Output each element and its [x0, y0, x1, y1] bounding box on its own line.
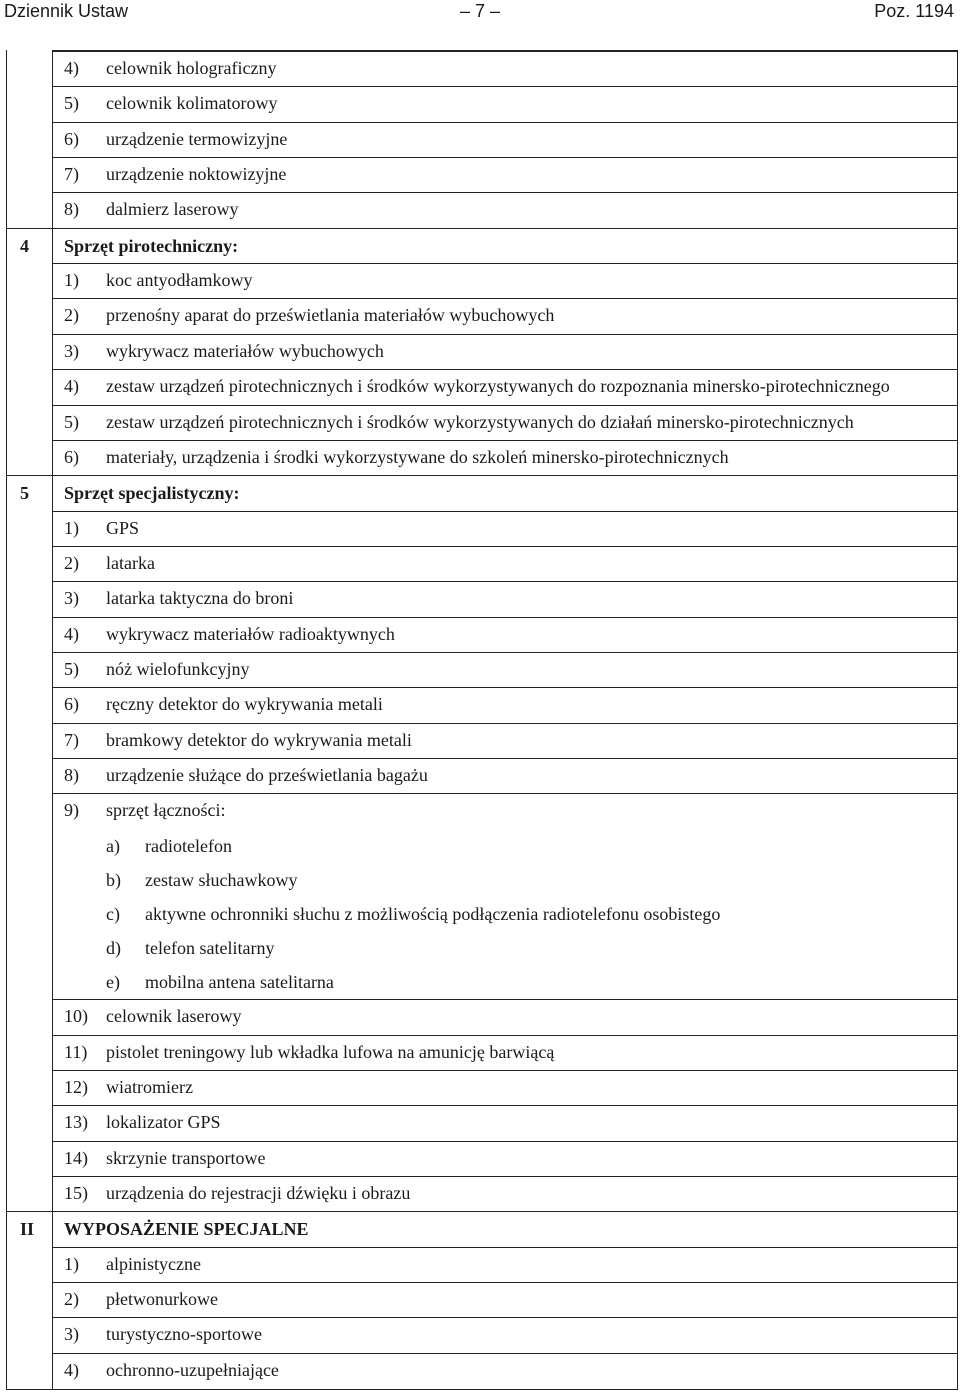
item-number: 1) — [64, 1254, 79, 1274]
table-row — [6, 440, 958, 475]
item-number: 3) — [64, 1324, 79, 1344]
table-row — [6, 1247, 958, 1282]
item-number: 15) — [64, 1183, 88, 1203]
sub-item-text: mobilna antena satelitarna — [145, 972, 334, 992]
table-row — [6, 1176, 958, 1211]
item-number: 14) — [64, 1148, 88, 1168]
item-number: 4) — [64, 624, 79, 644]
item-text: dalmierz laserowy — [106, 199, 239, 219]
item-text: lokalizator GPS — [106, 1112, 221, 1132]
table-row — [6, 192, 958, 227]
sub-item-letter: b) — [106, 870, 121, 890]
table-row — [6, 86, 958, 121]
page-number: – 7 – — [460, 1, 501, 21]
item-number: 2) — [64, 1289, 79, 1309]
item-number: 12) — [64, 1077, 88, 1097]
item-text: materiały, urządzenia i środki wykorzystywane do szkoleń minersko-pirotechnicznych — [106, 447, 729, 467]
item-text: wykrywacz materiałów radioaktywnych — [106, 624, 395, 644]
table-row — [6, 1317, 958, 1352]
item-text: pistolet treningowy lub wkładka lufowa na amunicję barwiącą — [106, 1042, 555, 1062]
item-text: ochronno-uzupełniające — [106, 1360, 279, 1380]
item-text: latarka — [106, 553, 155, 573]
item-text: celownik kolimatorowy — [106, 93, 278, 113]
table-row — [6, 1353, 958, 1388]
item-text: skrzynie transportowe — [106, 1148, 266, 1168]
item-number: 6) — [64, 447, 79, 467]
table-row — [6, 723, 958, 758]
position-number: Poz. 1194 — [874, 1, 954, 21]
table-row — [6, 581, 958, 616]
item-number: 2) — [64, 305, 79, 325]
item-number: 2) — [64, 553, 79, 573]
section-heading: WYPOSAŻENIE SPECJALNE — [64, 1219, 309, 1239]
table-row — [6, 617, 958, 652]
table-row — [6, 793, 958, 828]
section-row — [6, 228, 958, 263]
item-text: przenośny aparat do prześwietlania materiałów wybuchowych — [106, 305, 555, 325]
section-heading: Sprzęt pirotechniczny: — [64, 236, 239, 256]
item-number: 3) — [64, 588, 79, 608]
item-text: wykrywacz materiałów wybuchowych — [106, 341, 384, 361]
sub-item-text: radiotelefon — [145, 836, 232, 856]
item-number: 7) — [64, 730, 79, 750]
item-number: 4) — [64, 1360, 79, 1380]
item-text: GPS — [106, 518, 140, 538]
item-number: 10) — [64, 1006, 88, 1026]
item-number: 5) — [64, 93, 79, 113]
table-row — [6, 758, 958, 793]
table-row — [6, 157, 958, 192]
item-number: 5) — [64, 659, 79, 679]
section-marker: 4 — [20, 236, 29, 256]
table-row — [6, 122, 958, 157]
table-row — [6, 334, 958, 369]
table-row — [6, 1105, 958, 1140]
item-text: celownik holograficzny — [106, 58, 277, 78]
table-row — [6, 1141, 958, 1176]
item-text: urządzenie noktowizyjne — [106, 164, 287, 184]
item-number: 4) — [64, 376, 79, 396]
item-number: 4) — [64, 58, 79, 78]
sub-item-row — [6, 897, 958, 931]
item-number: 8) — [64, 765, 79, 785]
sub-item-text: telefon satelitarny — [145, 938, 275, 958]
item-number: 9) — [64, 800, 79, 820]
section-marker: 5 — [20, 483, 29, 503]
table-row — [6, 687, 958, 722]
page-header — [0, 0, 960, 24]
item-text: koc antyodłamkowy — [106, 270, 253, 290]
item-number: 11) — [64, 1042, 88, 1062]
table-row — [6, 298, 958, 333]
sub-item-text: aktywne ochronniki słuchu z możliwością podłączenia radiotelefonu osobistego — [145, 904, 721, 924]
section-row — [6, 1211, 958, 1246]
sub-item-letter: e) — [106, 972, 120, 992]
item-text: bramkowy detektor do wykrywania metali — [106, 730, 412, 750]
item-number: 5) — [64, 412, 79, 432]
item-text: urządzenie termowizyjne — [106, 129, 288, 149]
item-text: turystyczno-sportowe — [106, 1324, 262, 1344]
table-row — [6, 511, 958, 546]
sub-item-letter: d) — [106, 938, 121, 958]
table-row — [6, 999, 958, 1034]
section-marker: II — [20, 1219, 35, 1239]
sub-item-letter: c) — [106, 904, 120, 924]
table-row — [6, 652, 958, 687]
sub-item-row — [6, 863, 958, 897]
item-text: ręczny detektor do wykrywania metali — [106, 694, 383, 714]
table-row — [6, 546, 958, 581]
item-text: latarka taktyczna do broni — [106, 588, 294, 608]
table-row — [6, 1282, 958, 1317]
table-row — [6, 263, 958, 298]
item-number: 6) — [64, 129, 79, 149]
item-number: 13) — [64, 1112, 88, 1132]
sub-item-text: zestaw słuchawkowy — [145, 870, 298, 890]
item-text: zestaw urządzeń pirotechnicznych i środków wykorzystywanych do działań minersko-pirotechnicznych — [106, 412, 854, 432]
item-text: urządzenie służące do prześwietlania bagażu — [106, 765, 428, 785]
item-number: 1) — [64, 270, 79, 290]
item-number: 3) — [64, 341, 79, 361]
table-row — [6, 405, 958, 440]
sub-item-row — [6, 965, 958, 999]
item-number: 1) — [64, 518, 79, 538]
item-number: 7) — [64, 164, 79, 184]
item-text: zestaw urządzeń pirotechnicznych i środków wykorzystywanych do rozpoznania minersko-pirotechnicznego — [106, 376, 890, 396]
table-row — [6, 51, 958, 86]
section-heading: Sprzęt specjalistyczny: — [64, 483, 240, 503]
item-text: sprzęt łączności: — [106, 800, 226, 820]
table-row — [6, 1035, 958, 1070]
sub-item-letter: a) — [106, 836, 120, 856]
item-text: nóż wielofunkcyjny — [106, 659, 250, 679]
item-text: płetwonurkowe — [106, 1289, 218, 1309]
item-text: alpinistyczne — [106, 1254, 201, 1274]
item-text: celownik laserowy — [106, 1006, 242, 1026]
sub-item-row — [6, 931, 958, 965]
sub-item-row — [6, 829, 958, 863]
journal-title: Dziennik Ustaw — [4, 1, 129, 21]
table-row — [6, 1070, 958, 1105]
item-number: 6) — [64, 694, 79, 714]
item-text: urządzenia do rejestracji dźwięku i obrazu — [106, 1183, 411, 1203]
item-number: 8) — [64, 199, 79, 219]
section-row — [6, 475, 958, 510]
table-row — [6, 369, 958, 404]
item-text: wiatromierz — [106, 1077, 193, 1097]
